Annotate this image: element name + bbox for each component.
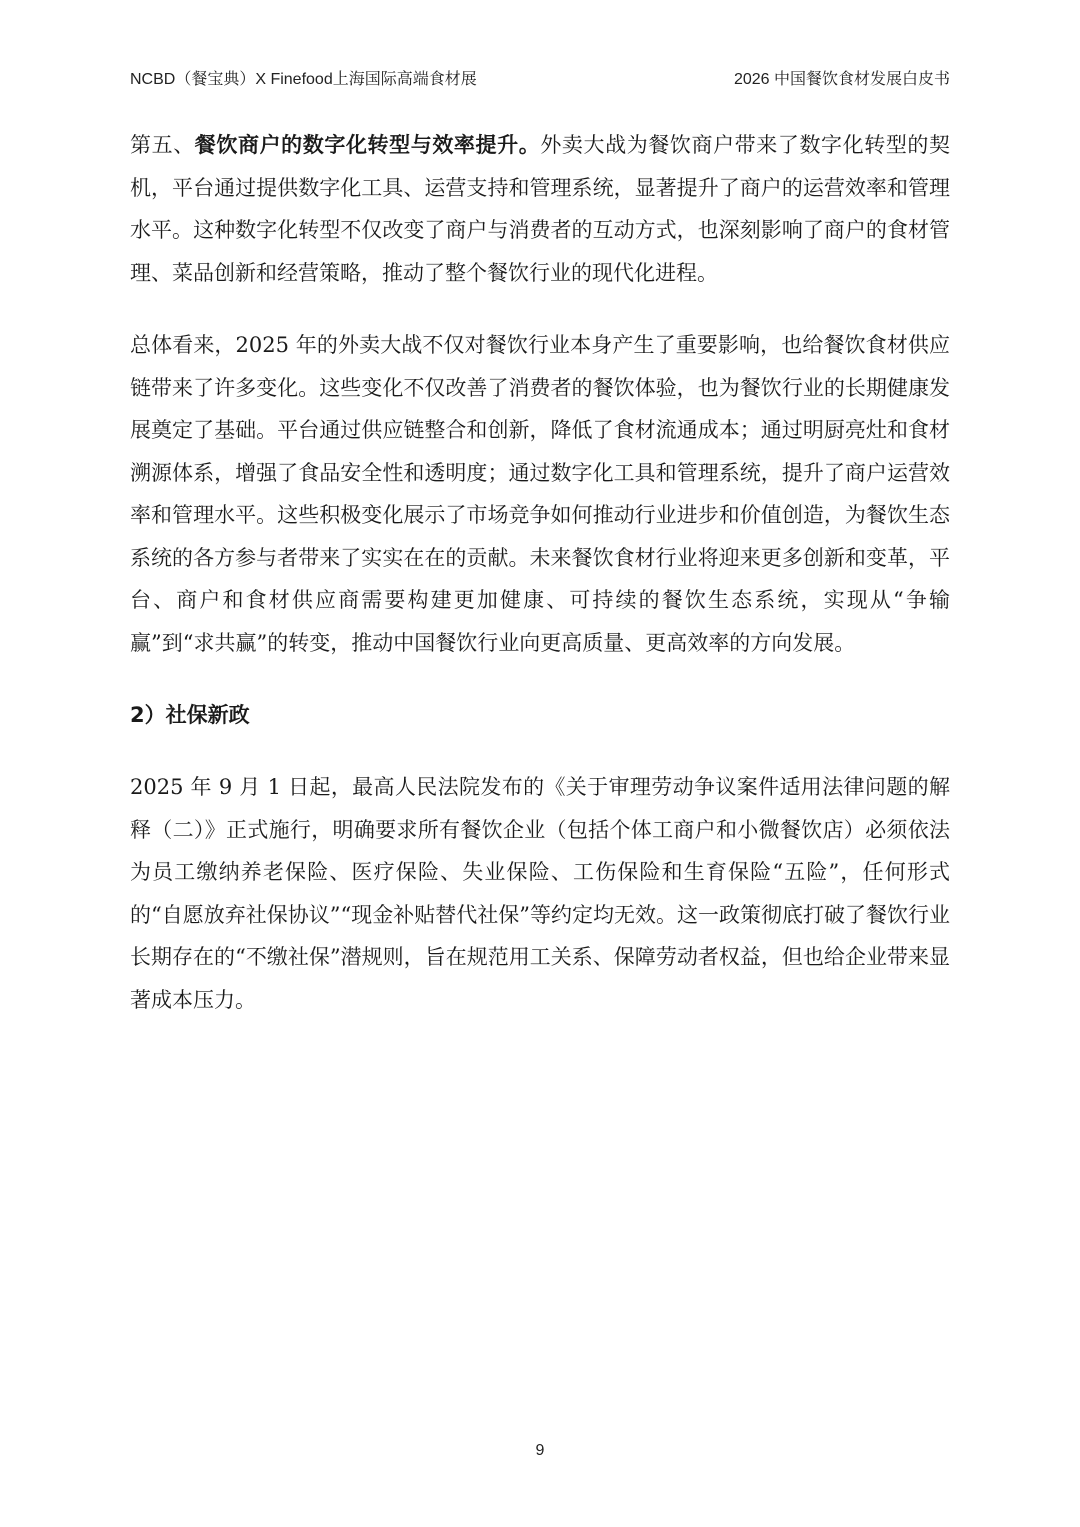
header-right-text: 2026 中国餐饮食材发展白皮书 bbox=[733, 71, 950, 88]
paragraph-social-security: 2025 年 9 月 1 日起，最高人民法院发布的《关于审理劳动争议案件适用法律问题的解释（二）》正式施行，明确要求所有餐饮企业（包括个体工商户和小微餐饮店）必须依法为员工缴纳养老保险、医疗保险、失业保险、工伤保险和生育保险“五险”，任何形式的“自愿放弃社保协议”“现金补贴替代社保”等约定均无效。这一政策彻底打破了餐饮行业长期存在的“不缴社保”潜规则，旨在规范用工关系、保障劳动者权益，但也给企业带来显著成本压力。 bbox=[130, 775, 950, 1012]
page-content bbox=[130, 124, 950, 1051]
page-header bbox=[130, 66, 950, 92]
paragraph-digital-transformation bbox=[130, 124, 950, 294]
page-number: 9 bbox=[535, 1442, 545, 1459]
paragraph-body: 外卖大战为餐饮商户带来了数字化转型的契机，平台通过提供数字化工具、运营支持和管理系统，显著提升了商户的运营效率和管理水平。这种数字化转型不仅改变了商户与消费者的互动方式，也深刻影响了商户的食材管理、菜品创新和经营策略，推动了整个餐饮行业的现代化进程。 bbox=[130, 133, 951, 285]
paragraph-lead: 第五、 bbox=[130, 133, 195, 157]
section-heading-social-security: 2）社保新政 bbox=[130, 703, 250, 727]
paragraph-summary: 总体看来，2025 年的外卖大战不仅对餐饮行业本身产生了重要影响，也给餐饮食材供应链带来了许多变化。这些变化不仅改善了消费者的餐饮体验，也为餐饮行业的长期健康发展奠定了基础。平台通过供应链整合和创新，降低了食材流通成本；通过明厨亮灶和食材溯源体系，增强了食品安全性和透明度；通过数字化工具和管理系统，提升了商户运营效率和管理水平。这些积极变化展示了市场竞争如何推动行业进步和价值创造，为餐饮生态系统的各方参与者带来了实实在在的贡献。未来餐饮食材行业将迎来更多创新和变革，平台、商户和食材供应商需要构建更加健康、可持续的餐饮生态系统，实现从“争输赢”到“求共赢”的转变，推动中国餐饮行业向更高质量、更高效率的方向发展。 bbox=[130, 333, 950, 655]
paragraph-bold-phrase: 餐饮商户的数字化转型与效率提升。 bbox=[194, 132, 541, 157]
header-left-text: NCBD（餐宝典）X Finefood上海国际高端食材展 bbox=[130, 71, 477, 88]
